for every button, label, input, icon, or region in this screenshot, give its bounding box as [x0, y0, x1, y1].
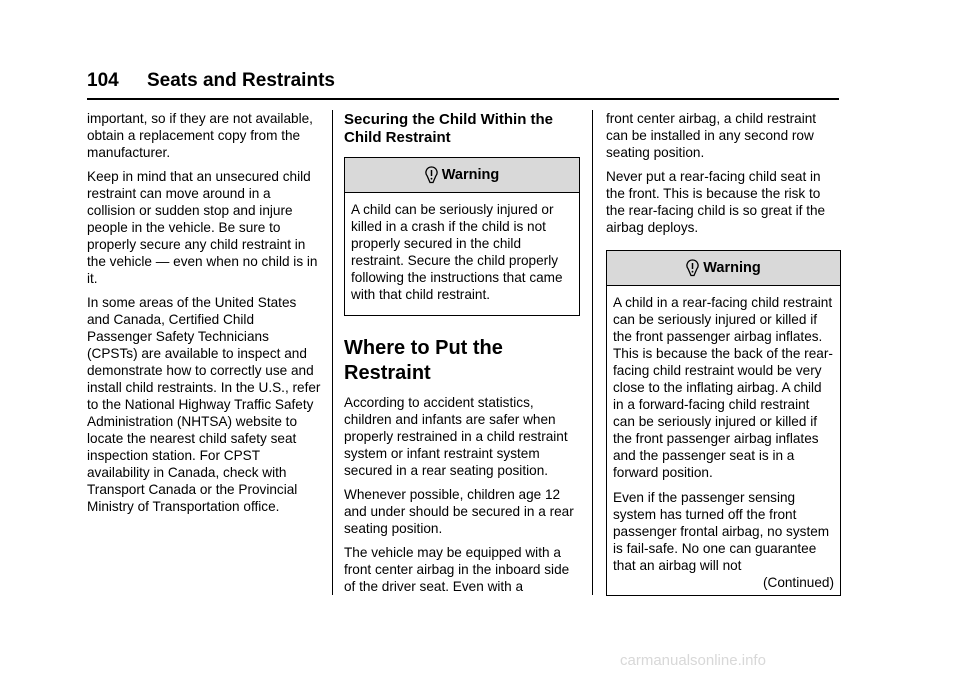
subheading: Securing the Child Within the Child Restraint	[344, 111, 554, 146]
warning-header	[607, 251, 840, 286]
column-left	[87, 110, 322, 522]
paragraph: Keep in mind that an unsecured child restraint can move around in a collision or sudden stop and injure people in the vehicle. Be sure to properly secure any child restraint in the vehicle — even when no child is in it.	[87, 169, 318, 286]
warning-icon	[425, 166, 438, 184]
warning-text: A child in a rear-facing child restraint can be seriously injured or killed if the front passenger airbag inflates. This is because the back of the rear-facing child restraint would be very close to the inflating airbag. A child in a forward-facing child restraint can be seriously injured or killed if the front passenger airbag inflates and the passenger seat is in a forward position.	[613, 295, 833, 480]
column-middle	[344, 110, 580, 602]
watermark: carmanualsonline.info	[620, 652, 766, 669]
column-divider	[332, 110, 333, 595]
warning-icon	[686, 259, 699, 277]
warning-title: Warning	[441, 166, 500, 183]
page-number: 104	[87, 70, 119, 91]
column-divider	[592, 110, 593, 595]
section-title: Seats and Restraints	[147, 70, 335, 91]
paragraph: Whenever possible, children age 12 and under should be secured in a rear seating position.	[344, 487, 574, 536]
paragraph: Never put a rear-facing child seat in the front. This is because the risk to the rear-facing child is so great if the airbag deploys.	[606, 169, 826, 235]
paragraph: The vehicle may be equipped with a front center airbag in the inboard side of the driver seat. Even with a	[344, 545, 570, 594]
warning-text: Even if the passenger sensing system has turned off the front passenger frontal airbag, no system is fail-safe. No one can guarantee that an airbag will not	[613, 490, 830, 573]
paragraph: front center airbag, a child restraint can be installed in any second row seating position.	[606, 111, 817, 160]
paragraph: In some areas of the United States and Canada, Certified Child Passenger Safety Technicians (CPSTs) are available to inspect and demonstrate how to correctly use and install child restraints. In the U.S., refer to the National Highway Traffic Safety Administration (NHTSA) website to locate the nearest child safety seat inspection station. For CPST availability in Canada, check with Transport Canada or the Provincial Ministry of Transportation office.	[87, 295, 321, 514]
continued-label: (Continued)	[762, 575, 834, 590]
warning-title: Warning	[703, 259, 761, 276]
header-rule	[87, 98, 839, 100]
paragraph: important, so if they are not available, obtain a replacement copy from the manufacturer.	[87, 111, 313, 160]
paragraph: According to accident statistics, children and infants are safer when properly restrained in a child restraint system or infant restraint system secured in a rear seating position.	[344, 395, 568, 478]
section-heading: Where to Put the Restraint	[344, 337, 503, 384]
warning-body	[607, 286, 840, 595]
column-right	[606, 110, 841, 596]
warning-box	[344, 157, 580, 316]
warning-box	[606, 250, 841, 596]
warning-text: A child can be seriously injured or killed in a crash if the child is not properly secured in the child restraint. Secure the child properly following the instructions that came with that child restraint.	[351, 202, 563, 302]
warning-header	[345, 158, 579, 193]
page-header	[87, 70, 839, 100]
warning-body	[345, 193, 579, 315]
